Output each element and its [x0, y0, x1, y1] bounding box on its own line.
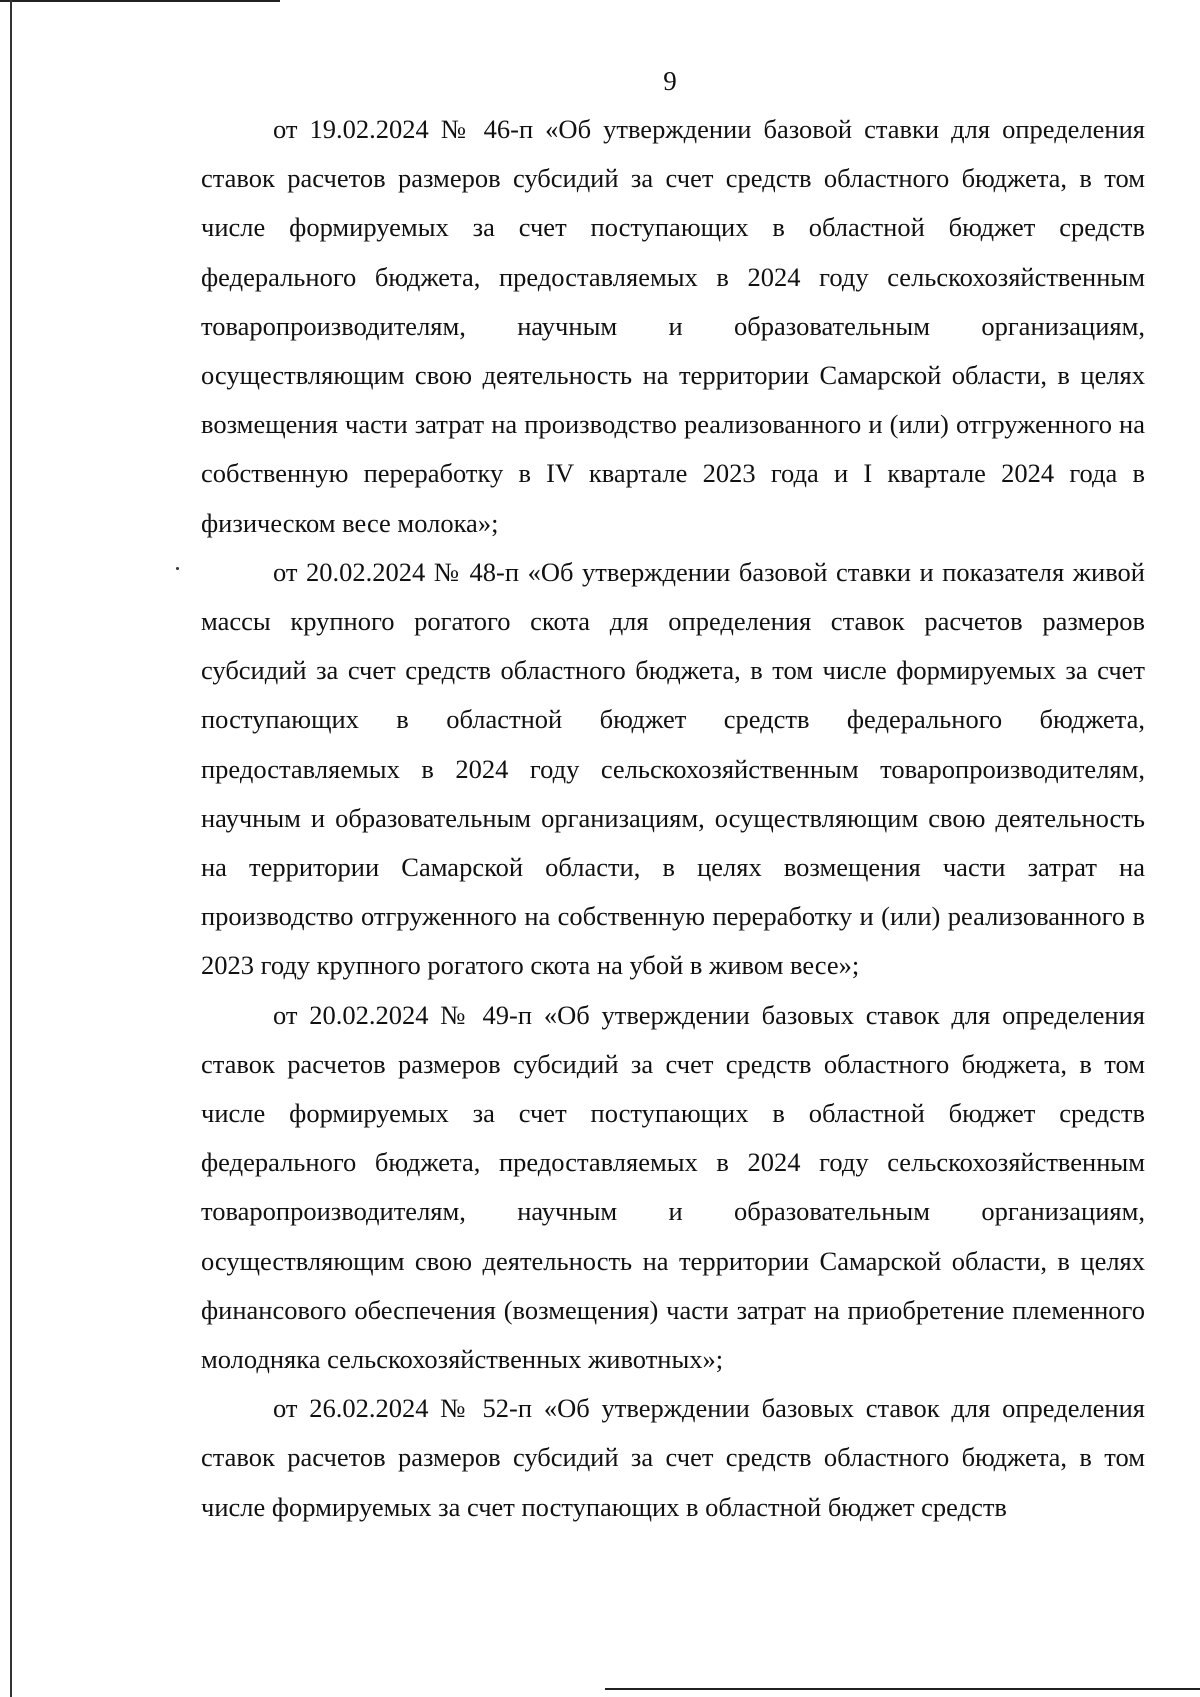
paragraph-resolution-49: от 20.02.2024 № 49-п «Об утверждении базовых ставок для определения ставок расчетов размеров субсидий за счет средств областного бюджета, в том числе формируемых за счет поступающих в областной бюджет средств федерального бюджета, предоставляемых в 2024 году сельскохозяйственным товаропроизводителям, научным и образовательным организациям, осуществляющим свою деятельность на территории Самарской области, в целях финансового обеспечения (возмещения) части затрат на приобретение племенного молодняка сельскохозяйственных животных»; [201, 999, 1145, 1375]
scan-edge-left [10, 0, 12, 1697]
scan-edge-bottom [605, 1688, 1200, 1690]
paragraph-resolution-52: от 26.02.2024 № 52-п «Об утверждении базовых ставок для определения ставок расчетов размеров субсидий за счет средств областного бюджета, в том числе формируемых за счет поступающих в областной бюджет средств [201, 1393, 1145, 1522]
scan-artifact-dot [176, 567, 179, 570]
paragraph-resolution-48: от 20.02.2024 № 48-п «Об утверждении базовой ставки и показателя живой массы крупного рогатого скота для определения ставок расчетов размеров субсидий за счет средств областного бюджета, в том числе формируемых за счет поступающих в областной бюджет средств федерального бюджета, предоставляемых в 2024 году сельскохозяйственным товаропроизводителям, научным и образовательным организациям, осуществляющим свою деятельность на территории Самарской области, в целях возмещения части затрат на производство отгруженного на собственную переработку и (или) реализованного в 2023 году крупного рогатого скота на убой в живом весе»; [201, 556, 1145, 981]
document-body [201, 105, 1145, 1532]
scan-edge-top [0, 0, 280, 2]
page-number: 9 [663, 66, 677, 96]
paragraph-resolution-46: от 19.02.2024 № 46-п «Об утверждении базовой ставки для определения ставок расчетов размеров субсидий за счет средств областного бюджета, в том числе формируемых за счет поступающих в областной бюджет средств федерального бюджета, предоставляемых в 2024 году сельскохозяйственным товаропроизводителям, научным и образовательным организациям, осуществляющим свою деятельность на территории Самарской области, в целях возмещения части затрат на производство реализованного и (или) отгруженного на собственную переработку в IV квартале 2023 года и I квартале 2024 года в физическом весе молока»; [201, 114, 1145, 538]
